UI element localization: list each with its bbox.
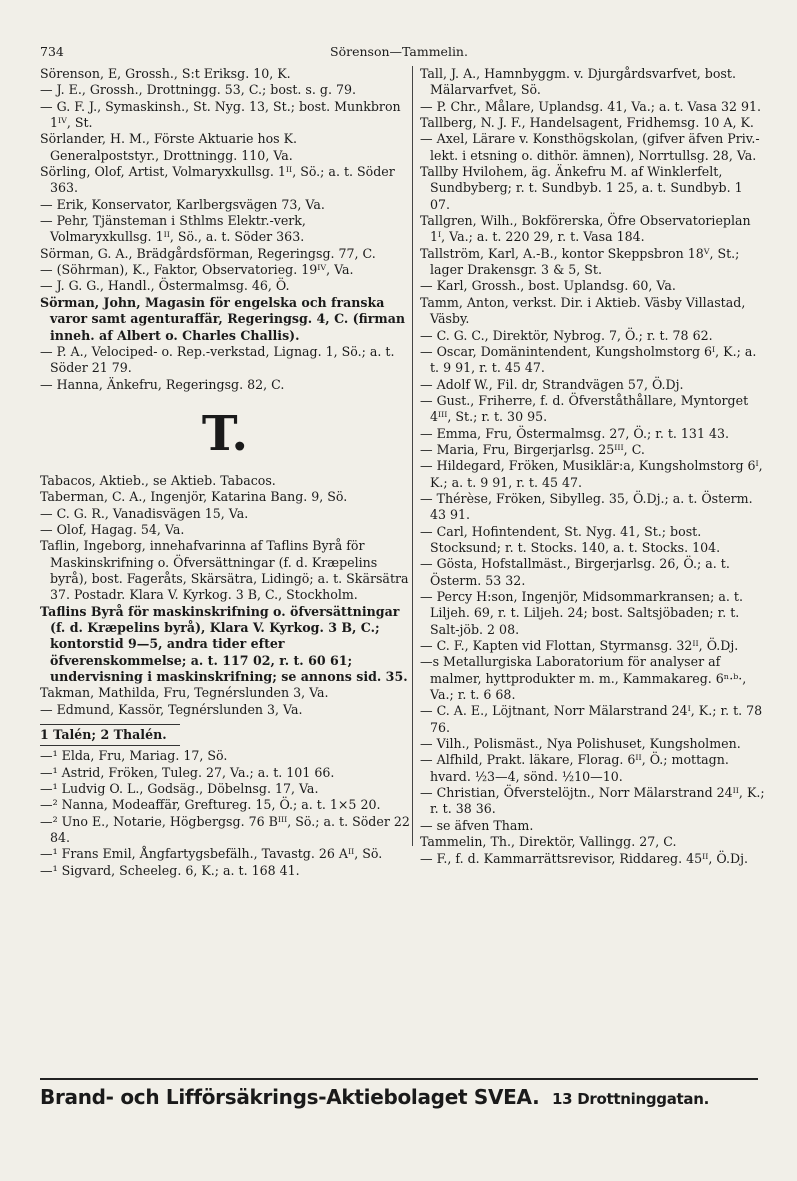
directory-entry: — G. F. J., Symaskinsh., St. Nyg. 13, St.; bost. Munkbron 1ᴵⱽ, St. <box>40 98 401 131</box>
page-number: 734 <box>40 44 64 59</box>
directory-entry: — J. G. G., Handl., Östermalmsg. 46, Ö. <box>40 278 290 294</box>
directory-entry: —¹ Astrid, Fröken, Tuleg. 27, Va.; a. t. 101 66. <box>40 764 335 780</box>
directory-entry: Tallgren, Wilh., Bokförerska, Öfre Observatorieplan 1ᴵ, Va.; a. t. 220 29, r. t. Vasa 184. <box>420 213 751 245</box>
directory-entry: Tallström, Karl, A.-B., kontor Skeppsbron 18ⱽ, St.; lager Drakensgr. 3 & 5, St. <box>420 245 740 278</box>
left-t-entries <box>40 473 410 718</box>
directory-entry: Sörman, John, Magasin för engelska och franska varor samt agenturaffär, Regeringsg. 4, C. (firman inneh. af Albert o. Charles Challis). <box>40 294 406 343</box>
directory-entry: Tallberg, N. J. F., Handelsagent, Fridhemsg. 10 A, K. <box>420 115 754 131</box>
directory-entry: — Emma, Fru, Östermalmsg. 27, Ö.; r. t. 131 43. <box>420 425 729 441</box>
directory-entry: — F., f. d. Kammarrättsrevisor, Riddareg. 45ᴵᴵ, Ö.Dj. <box>420 850 748 866</box>
directory-entry: Tabacos, Aktieb., se Aktieb. Tabacos. <box>40 472 276 488</box>
directory-entry: — Vilh., Polismäst., Nya Polishuset, Kungsholmen. <box>420 736 741 752</box>
directory-entry: — P. Chr., Målare, Uplandsg. 41, Va.; a. t. Vasa 32 91. <box>420 98 762 114</box>
directory-entry: Tallby Hvilohem, äg. Änkefru M. af Winklerfelt, Sundbyberg; r. t. Sundbyb. 1 25, a. t. Sundbyb. 1 07. <box>420 164 743 212</box>
directory-entry: Sörling, Olof, Artist, Volmaryxkullsg. 1ᴵᴵ, Sö.; a. t. Söder 363. <box>40 164 395 196</box>
directory-entry: —² Uno E., Notarie, Högbergsg. 76 Bᴵᴵᴵ, Sö.; a. t. Söder 22 84. <box>40 813 410 846</box>
directory-entry: — Pehr, Tjänsteman i Sthlms Elektr.-verk, Volmaryxkullsg. 1ᴵᴵ, Sö., a. t. Söder 363. <box>40 213 306 245</box>
directory-entry: — Erik, Konservator, Karlbergsvägen 73, Va. <box>40 196 325 212</box>
footer-rule <box>40 1078 758 1080</box>
directory-entry: —¹ Frans Emil, Ångfartygsbefälh., Tavastg. 26 Aᴵᴵ, Sö. <box>40 846 383 862</box>
directory-entry: — Axel, Lärare v. Konsthögskolan, (gifver äfven Priv.-lekt. i etsning o. dithör. ämnen), Norrtullsg. 28, Va. <box>420 131 760 163</box>
directory-entry: — Percy H:son, Ingenjör, Midsommarkransen; a. t. Liljeh. 69, r. t. Liljeh. 24; bost. Saltsjöbaden; r. t. Salt-jöb. 2 08. <box>420 589 743 637</box>
directory-entry: — Karl, Grossh., bost. Uplandsg. 60, Va. <box>420 278 676 294</box>
directory-entry: — C. A. E., Löjtnant, Norr Mälarstrand 24ᴵ, K.; r. t. 78 76. <box>420 703 763 735</box>
directory-entry: — Oscar, Domänintendent, Kungsholmstorg 6ᴵ, K.; a. t. 9 91, r. t. 45 47. <box>420 343 757 376</box>
directory-entry: — Adolf W., Fil. dr, Strandvägen 57, Ö.Dj. <box>420 376 684 392</box>
left-entries <box>40 66 410 393</box>
directory-entry: Takman, Mathilda, Fru, Tegnérslunden 3, Va. <box>40 685 329 701</box>
directory-entry: Taberman, C. A., Ingenjör, Katarina Bang. 9, Sö. <box>40 489 348 505</box>
column-divider <box>412 66 413 846</box>
directory-entry: — C. G. C., Direktör, Nybrog. 7, Ö.; r. t. 78 62. <box>420 327 713 343</box>
directory-entry: —² Nanna, Modeaffär, Greftureg. 15, Ö.; a. t. 1×5 20. <box>40 797 381 813</box>
directory-entry: — P. A., Velociped- o. Rep.-verkstad, Lignag. 1, Sö.; a. t. Söder 21 79. <box>40 343 395 376</box>
footer-advert <box>40 1085 758 1109</box>
talen-heading: 1 Talén; 2 Thalén. <box>40 724 180 746</box>
directory-entry: — C. F., Kapten vid Flottan, Styrmansg. 32ᴵᴵ, Ö.Dj. <box>420 638 739 654</box>
directory-entry: Taflins Byrå för maskinskrifning o. öfversättningar (f. d. Kræpelins byrå), Klara V. Kyrkog. 3 B, C.; kontorstid 9—5, andra tider efter öfverenskommelse; a. t. 117 02, r. t. 60 61; undervisning i maskinskrifning; se annons sid. 35. <box>40 603 408 684</box>
directory-entry: — Alfhild, Prakt. läkare, Florag. 6ᴵᴵ, Ö.; mottagn. hvard. ½3—4, sönd. ½10—10. <box>420 752 729 784</box>
left-talen-entries <box>40 748 410 879</box>
directory-entry: — se äfven Tham. <box>420 817 534 833</box>
directory-entry: — Gösta, Hofstallmäst., Birgerjarlsg. 26, Ö.; a. t. Österm. 53 32. <box>420 556 730 588</box>
right-column <box>420 66 765 867</box>
directory-entry: — (Söhrman), K., Faktor, Observatorieg. 19ᴵⱽ, Va. <box>40 262 354 278</box>
directory-entry: — Hanna, Änkefru, Regeringsg. 82, C. <box>40 376 285 392</box>
directory-entry: — Hildegard, Fröken, Musiklär:a, Kungsholmstorg 6ᴵ, K.; a. t. 9 91, r. t. 45 47. <box>420 458 763 490</box>
directory-entry: Sörlander, H. M., Förste Aktuarie hos K. Generalpoststyr., Drottningg. 110, Va. <box>40 131 298 163</box>
directory-entry: —s Metallurgiska Laboratorium för analyser af malmer, hyttprodukter m. m., Kammakareg. 6ⁿ·ᵇ·, Va.; r. t. 6 68. <box>420 654 747 703</box>
directory-entry: Sörenson, E, Grossh., S:t Eriksg. 10, K. <box>40 66 291 81</box>
advert-address: 13 Drottninggatan. <box>552 1090 710 1108</box>
directory-entry: — Carl, Hofintendent, St. Nyg. 41, St.; bost. Stocksund; r. t. Stocks. 140, a. t. Stocks. 104. <box>420 523 721 555</box>
directory-entry: Tall, J. A., Hamnbyggm. v. Djurgårdsvarfvet, bost. Mälarvarfvet, Sö. <box>420 66 736 98</box>
directory-entry: —¹ Sigvard, Scheeleg. 6, K.; a. t. 168 41. <box>40 862 300 878</box>
left-column <box>40 66 410 879</box>
directory-entry: — C. G. R., Vanadisvägen 15, Va. <box>40 505 249 521</box>
directory-entry: — Olof, Hagag. 54, Va. <box>40 521 185 537</box>
running-title: Sörenson—Tammelin. <box>330 44 468 59</box>
directory-entry: Tammelin, Th., Direktör, Vallingg. 27, C. <box>420 834 677 850</box>
directory-entry: Taflin, Ingeborg, innehafvarinna af Taflins Byrå för Maskinskrifning o. Öfversättningar (f. d. Kræpelins byrå), bost. Fageråts, Skärsätra, Lidingö; a. t. Skärsätra 37. Postadr. Klara V. Kyrkog. 3 B, C., Stockholm. <box>40 538 409 603</box>
directory-entry: — Thérèse, Fröken, Sibylleg. 35, Ö.Dj.; a. t. Österm. 43 91. <box>420 490 753 523</box>
directory-entry: —¹ Ludvig O. L., Godsäg., Döbelnsg. 17, Va. <box>40 781 319 797</box>
directory-entry: Sörman, G. A., Brädgårdsförman, Regeringsg. 77, C. <box>40 245 376 261</box>
directory-entry: — Gust., Friherre, f. d. Öfverståthållare, Myntorget 4ᴵᴵᴵ, St.; r. t. 30 95. <box>420 392 749 425</box>
directory-entry: — J. E., Grossh., Drottningg. 53, C.; bost. s. g. 79. <box>40 82 356 98</box>
directory-entry: Tamm, Anton, verkst. Dir. i Aktieb. Väsby Villastad, Väsby. <box>420 294 746 327</box>
section-letter: T. <box>201 405 249 462</box>
directory-entry: — Maria, Fru, Birgerjarlsg. 25ᴵᴵᴵ, C. <box>420 441 645 457</box>
right-entries <box>420 66 765 867</box>
page-header <box>40 44 758 62</box>
advert-text: Brand- och Lifförsäkrings-Aktiebolaget SVEA. <box>40 1085 540 1109</box>
directory-entry: — Edmund, Kassör, Tegnérslunden 3, Va. <box>40 701 303 717</box>
directory-entry: —¹ Elda, Fru, Mariag. 17, Sö. <box>40 748 228 764</box>
directory-entry: — Christian, Öfverstelöjtn., Norr Mälarstrand 24ᴵᴵ, K.; r. t. 38 36. <box>420 785 765 817</box>
